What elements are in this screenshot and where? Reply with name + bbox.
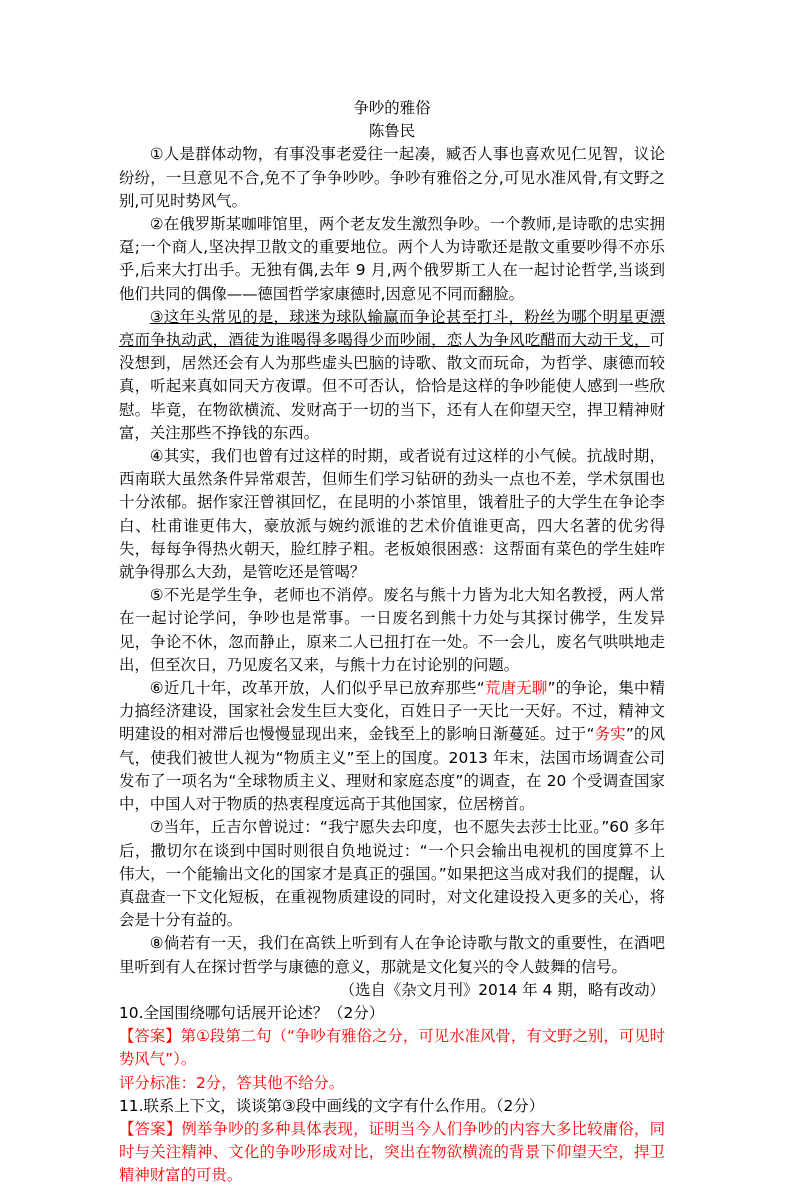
paragraph-6 bbox=[119, 677, 665, 816]
paragraph-1: ①人是群体动物，有事没事老爱往一起凑，臧否人事也喜欢见仁见智，议论纷纷，一旦意见不合,免不了争争吵吵。争吵有雅俗之分,可见水准风骨,有文野之别,可见时势风气。 bbox=[119, 145, 665, 210]
paragraph-7: ⑦当年，丘吉尔曾说过：“我宁愿失去印度，也不愿失去莎士比亚。”60 多年后，撒切尔在谈到中国时则很自负地说过：“一个只会输出电视机的国度算不上伟大，一个能输出文化的国家才是真正的强国。”如果把这当成对我们的提醒，认真盘查一下文化短板，在重视物质建设的同时，对文化建设投入更多的关心，将会是十分有益的。 bbox=[119, 818, 665, 930]
paragraph-text: ”的争论，集中精力搞经济建设，国家社会发生巨大变化，百姓日子一天比一天好。不过，精神文明建设的相对滞后也慢慢显现出来，金钱至上的影响日渐蔓延。过于“ bbox=[119, 679, 665, 744]
paragraph-3 bbox=[119, 306, 665, 445]
article-title: 争吵的雅俗 bbox=[353, 99, 431, 117]
answer-text: 第①段第二句（“争吵有雅俗之分，可见水准风骨，有文野之别，可见时势风气”）。 bbox=[119, 1027, 665, 1069]
article-source: （选自《杂文月刊》2014 年 4 期，略有改动） bbox=[339, 980, 665, 999]
article-author: 陈鲁民 bbox=[368, 122, 416, 141]
highlighted-text: 务实 bbox=[594, 725, 626, 744]
highlighted-text: 荒唐无聊 bbox=[484, 679, 548, 698]
scoring-10: 评分标准：2分，答其他不给分。 bbox=[119, 1073, 345, 1092]
answer-10 bbox=[119, 1025, 665, 1071]
answer-text: 例举争吵的多种具体表现，证明当今人们争吵的内容大多比较庸俗，同时与关注精神、文化的争吵形成对比，突出在物欲横流的背景下仰望天空，捍卫精神财富的可贵。 bbox=[119, 1119, 665, 1185]
paragraph-5: ⑤不光是学生争，老师也不消停。废名与熊十力皆为北大知名教授，两人常在一起讨论学问，争吵也是常事。一日废名到熊十力处与其探讨佛学，生发异见，争论不休，忽而静止，原来二人已扭打在一处。不一会儿，废名气哄哄地走出，但至次日，乃见废名又来，与熊十力在讨论别的问题。 bbox=[119, 586, 665, 674]
paragraph-2: ②在俄罗斯某咖啡馆里，两个老友发生激烈争吵。一个教师,是诗歌的忠实拥趸;一个商人,坚决捍卫散文的重要地位。两个人为诗歌还是散文重要吵得不亦乐乎,后来大打出手。无独有偶,去年 9 月,两个俄罗斯工人在一起讨论哲学,当谈到他们共同的偶像——德国哲学家康德时,因意见不同而翻脸。 bbox=[119, 215, 665, 303]
underlined-text: ③这年头常见的是，球迷为球队输赢而争论甚至打斗，粉丝为哪个明星更漂亮而争执动武，酒徒为谁喝得多喝得少而吵闹，恋人为争风吃醋而大动干戈， bbox=[119, 307, 665, 350]
document-page bbox=[119, 97, 665, 1188]
paragraph-4: ④其实，我们也曾有过这样的时期，或者说有过这样的小气候。抗战时期，西南联大虽然条件异常艰苦，但师生们学习钻研的劲头一点也不差，学术氛围也十分浓郁。据作家汪曾祺回忆，在昆明的小茶馆里，饿着肚子的大学生在争论李白、杜甫谁更伟大，豪放派与婉约派谁的艺术价值谁更高，四大名著的优劣得失，每每争得热火朝天，脸红脖子粗。老板娘很困惑：这帮面有菜色的学生娃咋就争得那么大劲，是管吃还是管喝？ bbox=[119, 447, 665, 582]
answer-tag: 【答案】 bbox=[119, 1027, 181, 1046]
paragraph-8: ⑧倘若有一天，我们在高铁上听到有人在争论诗歌与散文的重要性，在酒吧里听到有人在探讨哲学与康德的意义，那就是文化复兴的令人鼓舞的信号。 bbox=[119, 934, 665, 976]
paragraph-text: 可没想到，居然还会有人为那些虚头巴脑的诗歌、散文而玩命，为哲学、康德而较真，听起来真如同天方夜谭。但不可否认，恰恰是这样的争吵能使人感到一些欣慰。毕竟，在物欲横流、发财高于一切的当下，还有人在仰望天空，捍卫精神财富，关注那些不挣钱的东西。 bbox=[119, 331, 665, 442]
answer-11 bbox=[119, 1118, 665, 1188]
paragraph-text: ⑥近几十年，改革开放，人们似乎早已放弃那些“ bbox=[149, 679, 485, 698]
question-11: 11.联系上下文，谈谈第③段中画线的文字有什么作用。（2分） bbox=[119, 1096, 545, 1115]
paragraph-text: ”的风气，使我们被世人视为“物质主义”至上的国度。2013 年末，法国市场调查公司发布了一项名为“全球物质主义、理财和家庭态度”的调查，在 20 个受调查国家中，中国人对于物质的热衷程度远高于其他国家，位居榜首。 bbox=[119, 725, 665, 814]
question-10: 10.全国围绕哪句话展开论述？（2分） bbox=[119, 1003, 385, 1022]
answer-tag: 【答案】 bbox=[119, 1119, 182, 1138]
